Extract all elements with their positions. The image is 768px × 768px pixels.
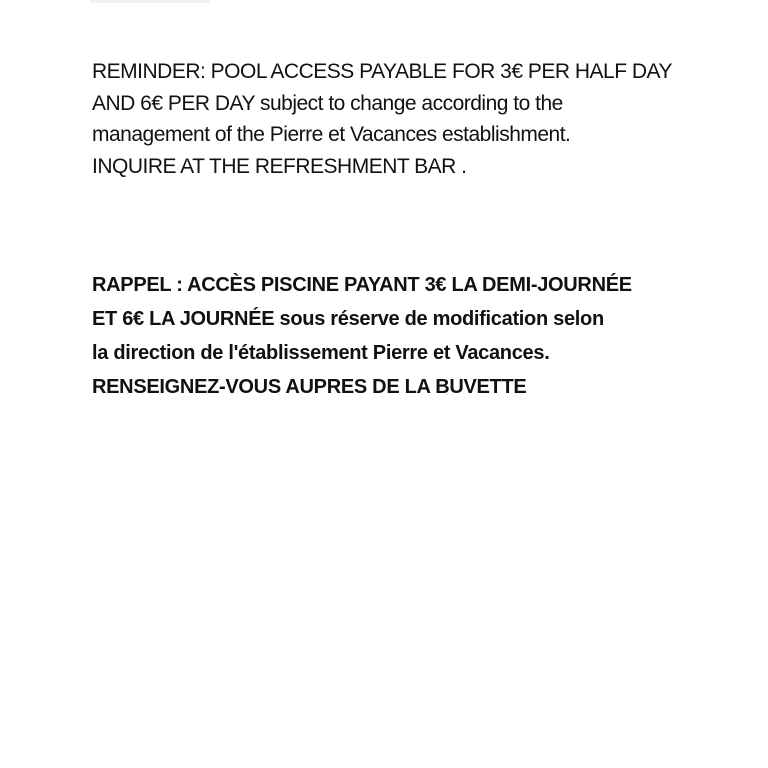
notice-en-line-3: management of the Pierre et Vacances establishment. — [92, 123, 571, 146]
notice-fr-line-2-rest: sous réserve de modification selon — [274, 308, 604, 330]
notice-fr-line-2 — [92, 302, 692, 336]
notice-fr-line-2-bold: ET 6€ LA JOURNÉE — [92, 308, 275, 330]
notice-en-line-1: REMINDER: POOL ACCESS PAYABLE FOR 3€ PER HALF DAY — [92, 60, 672, 83]
top-edge-fragment — [90, 0, 210, 3]
notice-en-line-2: AND 6€ PER DAY subject to change according to the — [92, 91, 563, 115]
notice-fr-line-4: RENSEIGNEZ-VOUS AUPRES DE LA BUVETTE — [92, 376, 527, 398]
notice-fr-line-3: la direction de l'établissement Pierre et Vacances. — [92, 342, 550, 364]
notice-fr-line-1: RAPPEL : ACCÈS PISCINE PAYANT 3€ LA DEMI-JOURNÉE — [92, 274, 632, 296]
notice-en-line-4: INQUIRE AT THE REFRESHMENT BAR . — [92, 154, 467, 178]
notice-french — [92, 268, 692, 404]
notice-english — [92, 56, 692, 182]
